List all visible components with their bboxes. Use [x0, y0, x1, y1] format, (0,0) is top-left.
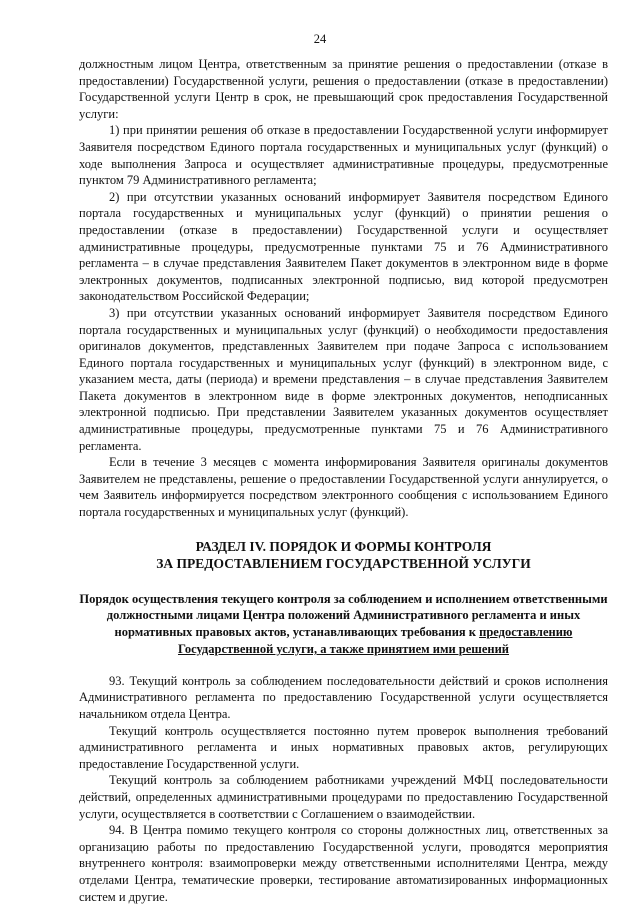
paragraph-94: 94. В Центра помимо текущего контроля со стороны должностных лиц, ответственных за организацию работы по предоставлению Государственной услуги, проводятся мероприятия внутреннего контроля: взаимопроверки между ответственными исполнителями Центра, между отделами Центра, тематические проверки, тестирование автоматизированных информационных систем и другие.	[79, 823, 608, 904]
page-number: 24	[313, 32, 327, 46]
paragraph-93: 93. Текущий контроль за соблюдением последовательности действий и сроков исполнения Административного регламента по предоставлению Государственной услуги осуществляется начальником отдела Центра.	[79, 673, 608, 721]
paragraph-annulment: Если в течение 3 месяцев с момента информирования Заявителя оригиналы документов Заявителем не представлены, решение о предоставлении Государственной услуги аннулируется, о чем Заявитель информируется посредством электронного сообщения с использованием Единого портала государственных и муниципальных услуг (функций).	[79, 455, 608, 520]
sub-heading	[79, 591, 608, 658]
paragraph-item-3: 3) при отсутствии указанных оснований информирует Заявителя посредством Единого портала государственных и муниципальных услуг (функций) о необходимости предоставления оригиналов документов, представленных Заявителем при подаче Запроса с использованием Единого портала государственных и муниципальных услуг (функций) в электронном виде, с указанием места, даты (периода) и времени представления – в случае представления Заявителем Пакета документов в электронном виде в форме электронных документов, неподписанных электронной подписью. При представлении Заявителем указанных документов осуществляет административные процедуры, предусмотренные пунктами 75 и 76 Административного регламента.	[79, 305, 608, 453]
section-heading	[79, 538, 608, 572]
paragraph-item-1: 1) при принятии решения об отказе в предоставлении Государственной услуги информирует Заявителя посредством Единого портала государственных и муниципальных услуг (функций) о ходе выполнения Запроса и осуществляет административные процедуры, предусмотренные пунктом 79 Административного регламента;	[79, 123, 608, 188]
paragraph-item-2: 2) при отсутствии указанных оснований информирует Заявителя посредством Единого портала государственных и муниципальных услуг (функций) о принятии решения о предоставлении (отказе в предоставлении) Государственной услуги и осуществляет административные процедуры, предусмотренные пунктами 75 и 76 Административного регламента – в случае представления Заявителем Пакет документов в электронном виде в форме электронных документов, подписанных электронной подписью, вид которой предусмотрен законодательством Российской Федерации;	[79, 189, 608, 304]
sub-heading-text: Порядок осуществления текущего контроля за соблюдением и исполнением ответственными должностными лицами Центра положений Административного регламента и иных нормативных правовых актов, устанавливающих требования к	[79, 591, 608, 640]
sub-heading-underlined-text: предоставлению Государственной услуги, а также принятием ими решений	[177, 625, 573, 657]
document-body	[79, 56, 608, 905]
section-heading-line-1: РАЗДЕЛ IV. ПОРЯДОК И ФОРМЫ КОНТРОЛЯ	[195, 538, 492, 554]
paragraph-current-control: Текущий контроль осуществляется постоянно путем проверок выполнения требований административного регламента и иных нормативных правовых актов, регулирующих предоставление Государственной услуги.	[79, 723, 608, 771]
section-heading-line-2: ЗА ПРЕДОСТАВЛЕНИЕМ ГОСУДАРСТВЕННОЙ УСЛУГИ	[156, 555, 531, 571]
paragraph-mfc-control: Текущий контроль за соблюдением работниками учреждений МФЦ последовательности действий, определенных административными процедурами по предоставлению Государственной услуги, осуществляется в соответствии с Соглашением о взаимодействии.	[79, 773, 608, 821]
paragraph-continuation: должностным лицом Центра, ответственным за принятие решения о предоставлении (отказе в предоставлении) Государственной услуги, решения о предоставлении (отказе в предоставлении) Государственной услуги Центр в срок, не превышающий срок предоставления Государственной услуги:	[79, 57, 608, 121]
